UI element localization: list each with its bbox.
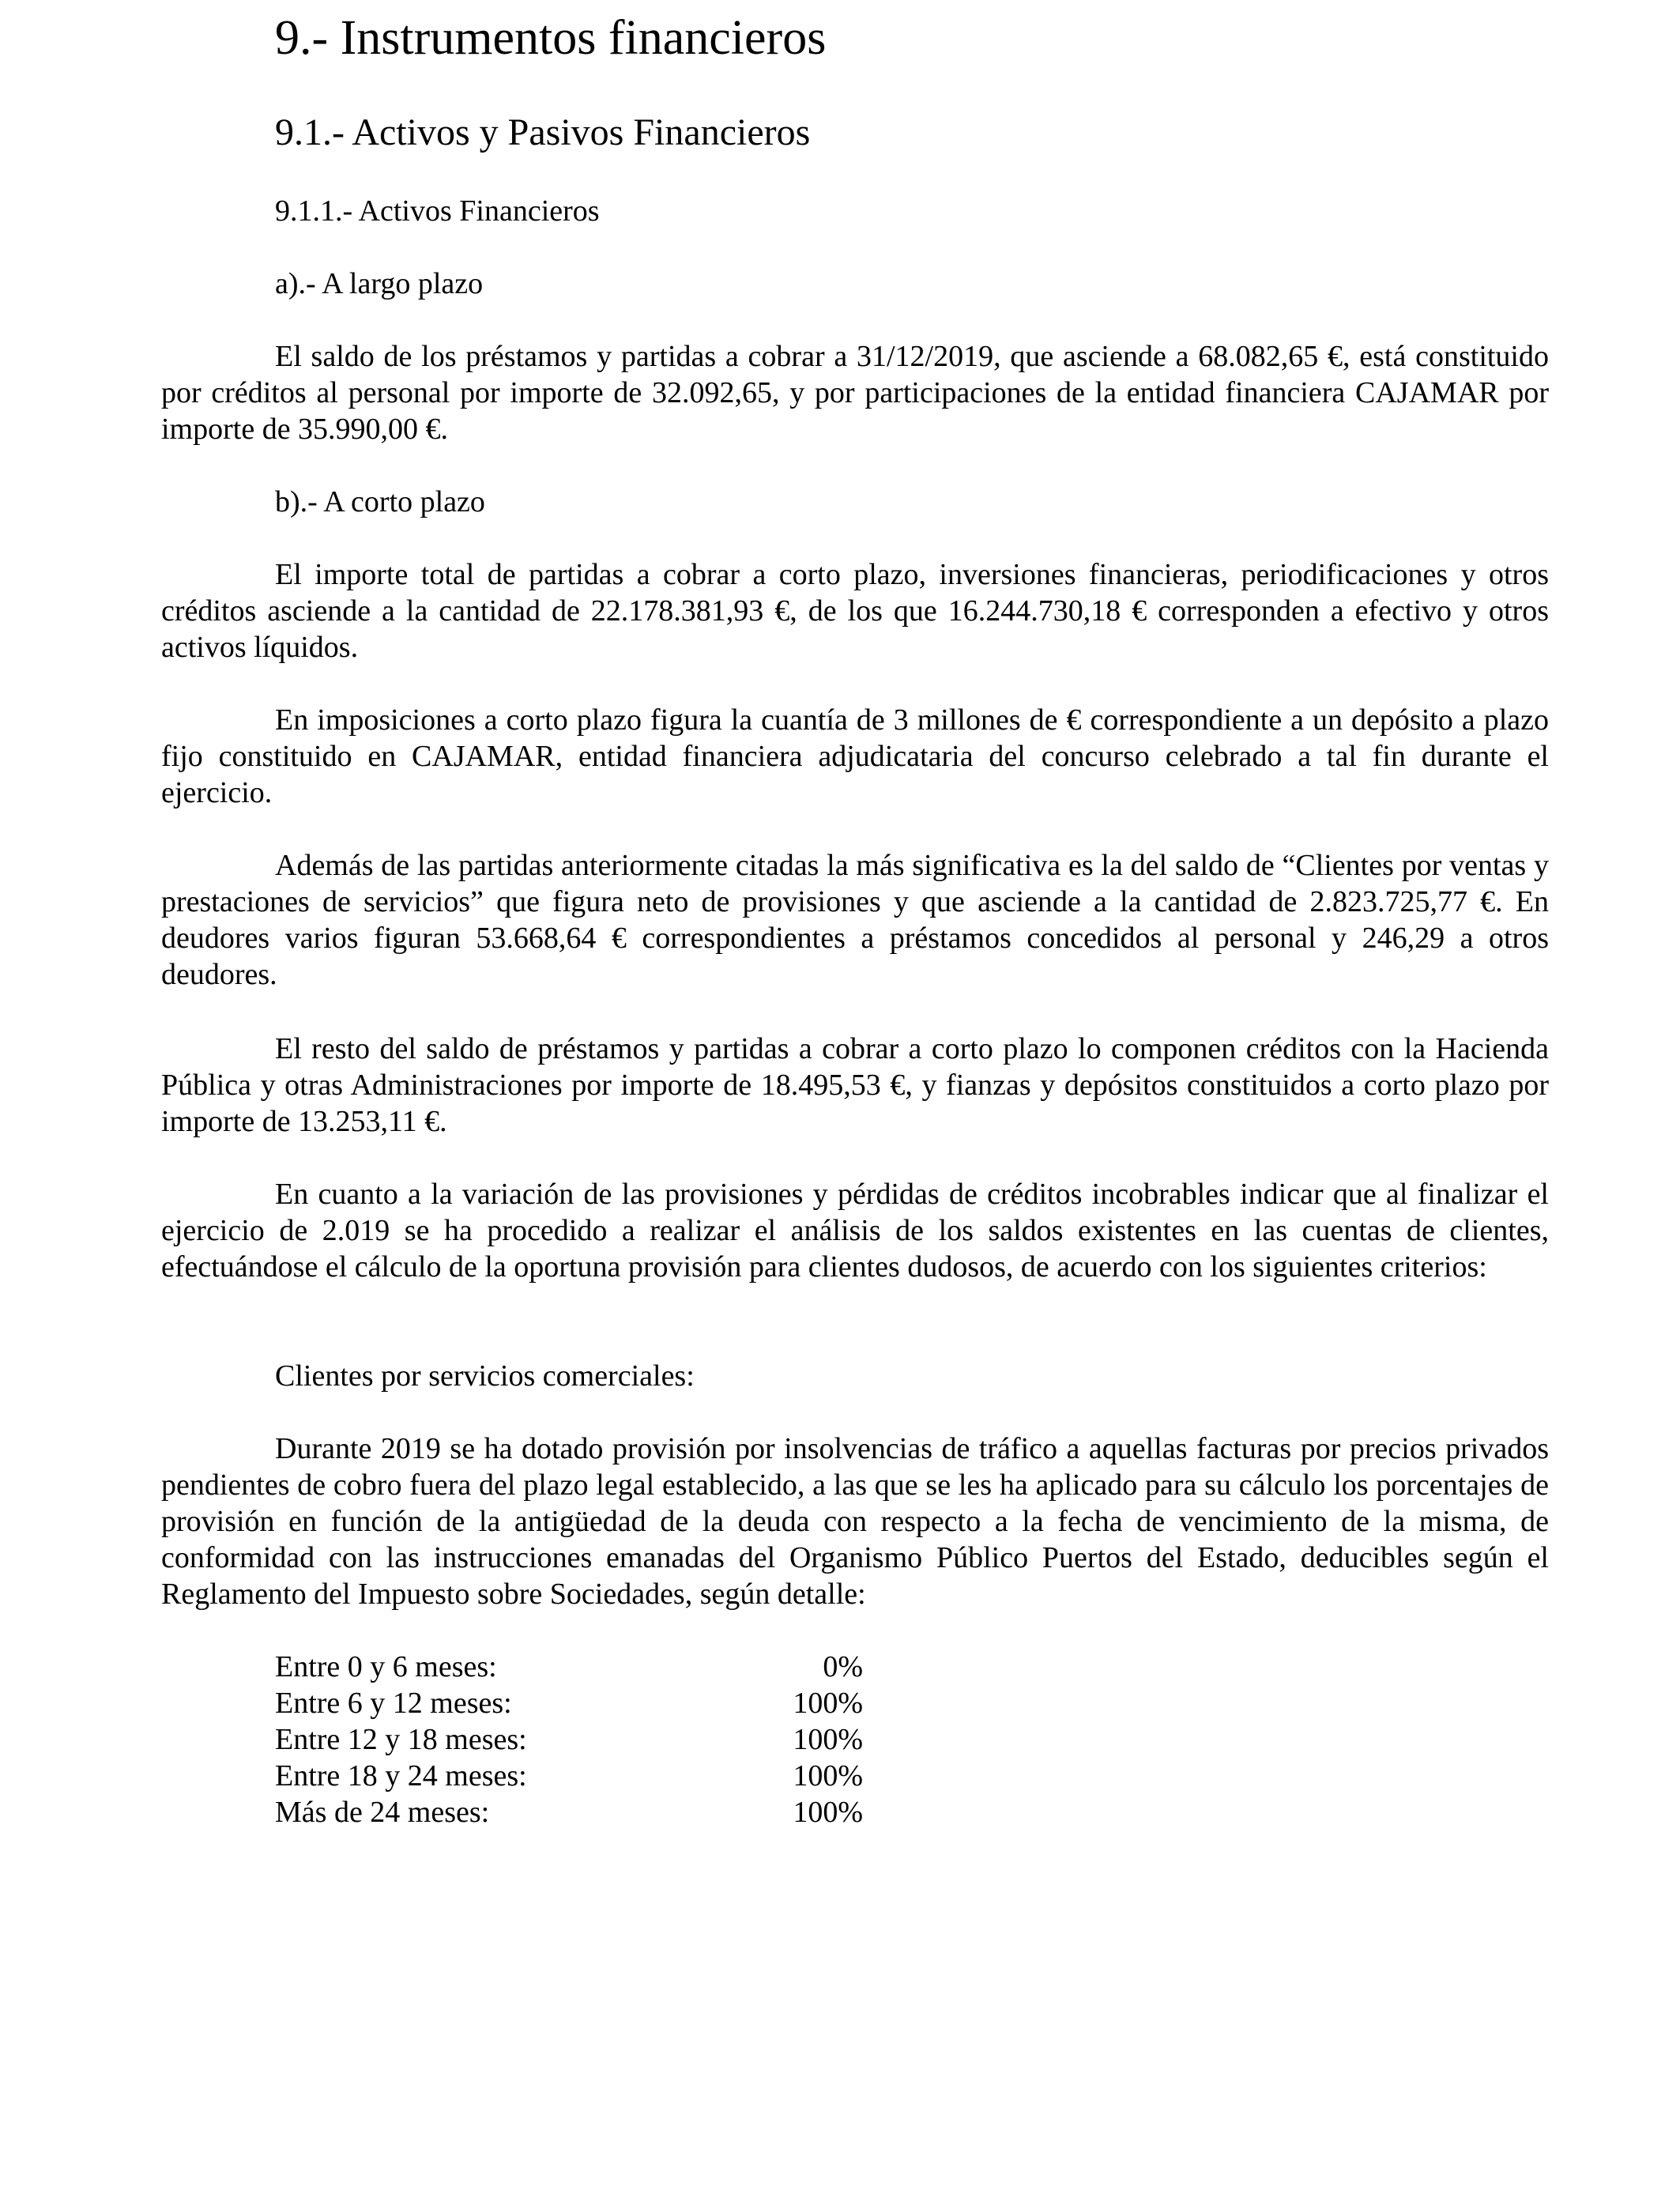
provision-range: Entre 12 y 18 meses:	[275, 1723, 527, 1756]
provision-row	[275, 1685, 876, 1721]
provision-range: Entre 18 y 24 meses:	[275, 1759, 527, 1793]
provision-row	[275, 1794, 876, 1830]
short-term-paragraph-1: El importe total de partidas a cobrar a corto plazo, inversiones financieras, periodificaciones y otros créditos asciende a la cantidad de 22.178.381,93 €, de los que 16.244.730,18 € corresponden a efectivo y otros activos líquidos.	[161, 558, 1549, 664]
short-term-paragraph-4: El resto del saldo de préstamos y partidas a cobrar a corto plazo lo componen créditos con la Hacienda Pública y otras Administraciones por importe de 18.495,53 €, y fianzas y depósitos constituidos a corto plazo por importe de 13.253,11 €.	[161, 1032, 1549, 1138]
provision-range: Entre 6 y 12 meses:	[275, 1687, 512, 1720]
short-term-paragraph-2: En imposiciones a corto plazo figura la cuantía de 3 millones de € correspondiente a un depósito a plazo fijo constituido en CAJAMAR, entidad financiera adjudicataria del concurso celebrado a tal fin durante el ejercicio.	[161, 703, 1549, 809]
provision-table	[275, 1649, 876, 1830]
provision-row	[275, 1758, 876, 1794]
subsection-heading: 9.1.- Activos y Pasivos Financieros	[275, 111, 811, 153]
clients-label: Clientes por servicios comerciales:	[275, 1359, 695, 1393]
provision-row	[275, 1649, 876, 1685]
provision-range: Más de 24 meses:	[275, 1796, 490, 1829]
long-term-label: a).- A largo plazo	[275, 267, 484, 300]
provision-percent: 100%	[793, 1759, 863, 1793]
provision-percent: 100%	[793, 1796, 863, 1829]
provision-percent: 100%	[793, 1723, 863, 1756]
subsubsection-heading: 9.1.1.- Activos Financieros	[275, 194, 600, 228]
provision-percent: 100%	[793, 1687, 863, 1720]
long-term-paragraph: El saldo de los préstamos y partidas a cobrar a 31/12/2019, que asciende a 68.082,65 €, está constituido por créditos al personal por importe de 32.092,65, y por participaciones de la entidad financiera CAJAMAR por importe de 35.990,00 €.	[161, 340, 1549, 446]
section-heading: 9.- Instrumentos financieros	[275, 11, 827, 65]
provision-row	[275, 1721, 876, 1758]
clients-paragraph: Durante 2019 se ha dotado provisión por insolvencias de tráfico a aquellas facturas por precios privados pendientes de cobro fuera del plazo legal establecido, a las que se les ha aplicado para su cálculo los porcentajes de provisión en función de la antigüedad de la deuda con respecto a la fecha de vencimiento de la misma, de conformidad con las instrucciones emanadas del Organismo Público Puertos del Estado, deducibles según el Reglamento del Impuesto sobre Sociedades, según detalle:	[161, 1432, 1549, 1611]
provision-range: Entre 0 y 6 meses:	[275, 1650, 497, 1683]
short-term-paragraph-5: En cuanto a la variación de las provisiones y pérdidas de créditos incobrables indicar que al finalizar el ejercicio de 2.019 se ha procedido a realizar el análisis de los saldos existentes en las cuentas de clientes, efectuándose el cálculo de la oportuna provisión para clientes dudosos, de acuerdo con los siguientes criterios:	[161, 1178, 1549, 1284]
short-term-label: b).- A corto plazo	[275, 485, 485, 518]
provision-percent: 0%	[823, 1650, 863, 1683]
short-term-paragraph-3: Además de las partidas anteriormente citadas la más significativa es la del saldo de “Clientes por ventas y prestaciones de servicios” que figura neto de provisiones y que asciende a la cantidad de 2.823.725,77 €. En deudores varios figuran 53.668,64 € correspondientes a préstamos concedidos al personal y 246,29 a otros deudores.	[161, 849, 1549, 991]
